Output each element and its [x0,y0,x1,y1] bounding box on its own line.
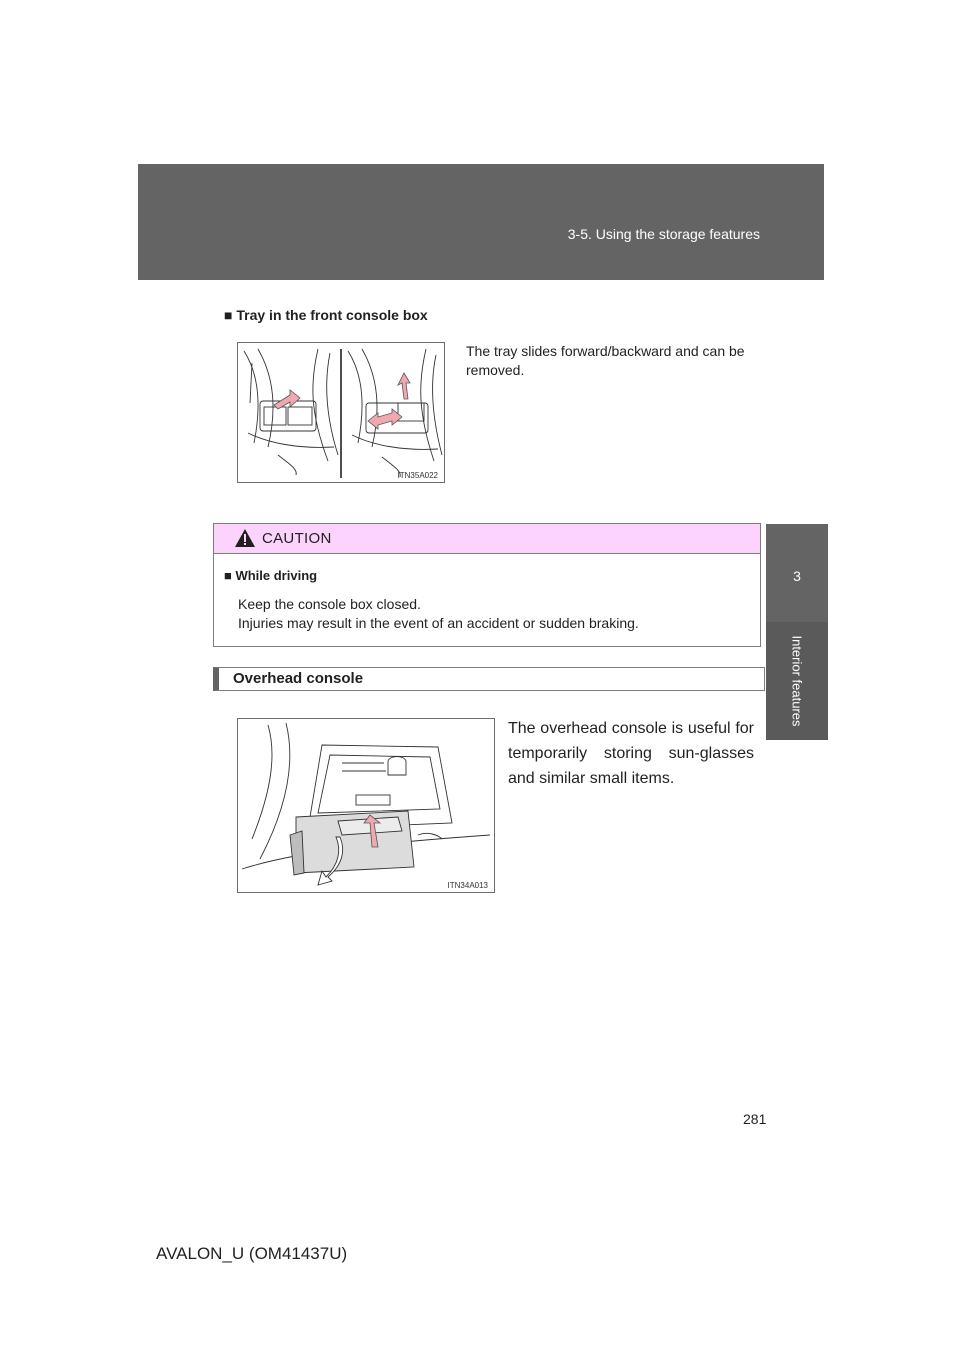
square-bullet-icon: ■ [224,568,236,583]
caution-subheading-text: While driving [235,568,318,583]
caution-header [214,524,760,554]
overhead-illustration [237,718,495,893]
caution-text [238,595,639,633]
overhead-drawing [238,719,494,892]
tray-heading [224,307,428,323]
tray-figure-code: ITN35A022 [397,471,438,480]
chapter-title: Interior features [789,635,805,727]
square-bullet-icon: ■ [224,307,237,323]
chapter-number: 3 [793,568,801,584]
caution-line: Injuries may result in the event of an accident or sudden braking. [238,615,639,631]
tray-illustration [237,342,445,483]
caution-line: Keep the console box closed. [238,596,421,612]
overhead-figure-code: ITN34A013 [447,881,488,890]
caution-title: CAUTION [262,530,332,547]
caution-box [213,523,761,647]
warning-triangle-icon [234,528,256,548]
tray-description: The tray slides forward/backward and can be removed. [466,343,745,378]
overhead-description: The overhead console is useful for temporarily storing sun-glasses and similar small items. [508,720,754,787]
section-title: 3-5. Using the storage features [567,226,760,242]
tray-drawing [238,343,444,482]
header-band [138,164,824,280]
footer-model-code: AVALON_U (OM41437U) [156,1244,348,1263]
chapter-tab [766,524,828,622]
chapter-strip [766,622,828,740]
overhead-section-bar [213,667,765,691]
page-number: 281 [743,1111,767,1127]
caution-subheading [224,568,317,583]
tray-heading-text: Tray in the front console box [236,307,428,323]
overhead-section-title: Overhead console [233,670,364,687]
